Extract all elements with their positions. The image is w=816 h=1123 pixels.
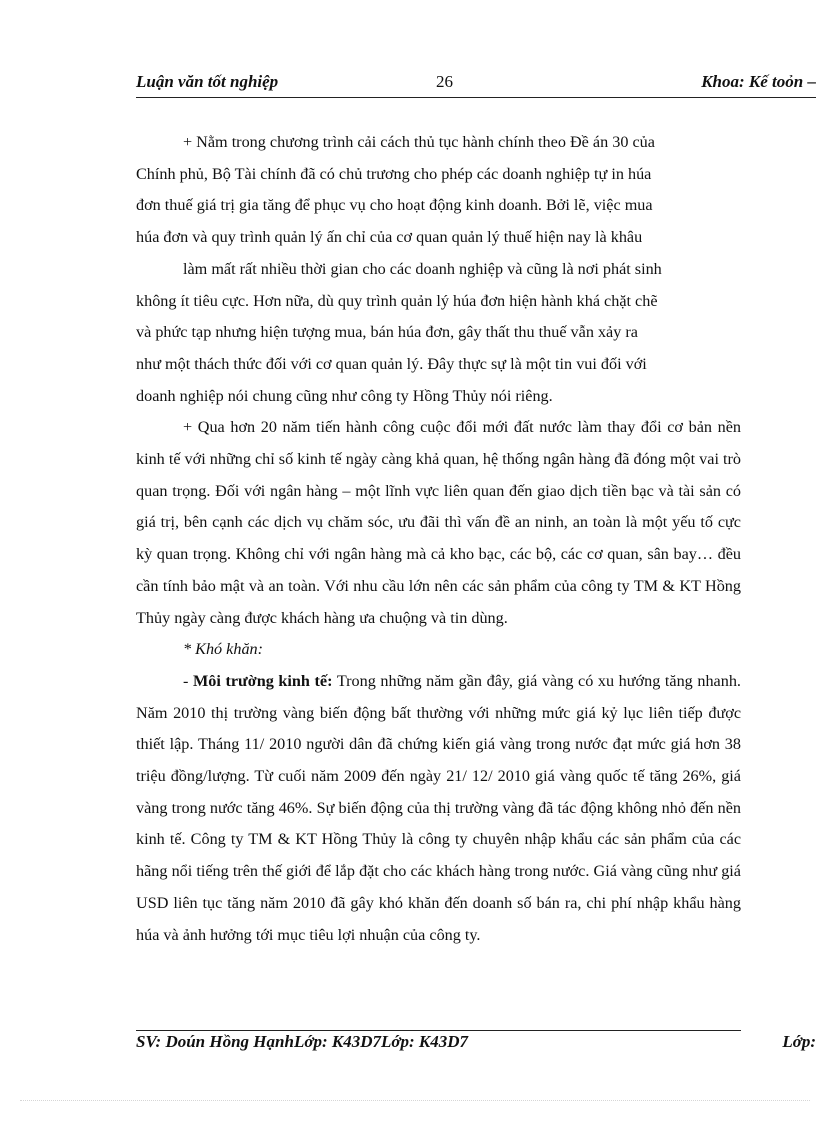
header-thesis-title: Luận văn tốt nghiệp <box>136 72 279 91</box>
paragraph-line: như một thách thức đối với cơ quan quản lý. Đây thực sự là một tin vui đối với <box>136 354 647 373</box>
paragraph-line: làm mất rất nhiều thời gian cho các doanh nghiệp và cũng là nơi phát sinh <box>183 259 662 278</box>
footer-divider <box>136 1030 741 1031</box>
header-faculty: Khoa: Kế toỏn – <box>701 72 816 91</box>
paragraph-line: và phức tạp nhưng hiện tượng mua, bán húa đơn, gây thất thu thuế vẫn xảy ra <box>136 323 638 342</box>
heading-difficulties: * Khó khăn: <box>183 640 264 659</box>
document-body <box>136 127 741 951</box>
paragraph-banking: + Qua hơn 20 năm tiến hành công cuộc đổi mới đất nước làm thay đổi cơ bản nền kinh tế với những chỉ số kinh tế ngày càng khả quan, hệ thống ngân hàng đã đóng một vai trò quan trọng. Đối với ngân hàng – một lĩnh vực liên quan đến giao dịch tiền bạc và tài sản có giá trị, bên cạnh các dịch vụ chăm sóc, ưu đãi thì vấn đề an ninh, an toàn là một yếu tố cực kỳ quan trọng. Không chỉ với ngân hàng mà cả kho bạc, các bộ, các cơ quan, sân bay… đều cần tính bảo mật và an toàn. Với nhu cầu lớn nên các sản phẩm của công ty TM & KT Hồng Thủy ngày càng được khách hàng ưa chuộng và tin dùng. <box>136 418 741 627</box>
footer-class: Lớp: <box>782 1032 816 1051</box>
page-footer <box>136 1032 816 1056</box>
economic-environment-label: Môi trường kinh tế: <box>193 671 333 690</box>
footer-student: SV: Doún Hồng HạnhLớp: K43D7Lớp: K43D7 <box>136 1032 469 1051</box>
paragraph-line: + Nằm trong chương trình cải cách thủ tục hành chính theo Đề án 30 của <box>183 133 655 151</box>
paragraph-line: không ít tiêu cực. Hơn nữa, dù quy trình quản lý húa đơn hiện hành khá chặt chẽ <box>136 291 658 310</box>
paragraph-line: Chính phủ, Bộ Tài chính đã có chủ trương cho phép các doanh nghiệp tự in húa <box>136 164 652 183</box>
page-header <box>136 72 816 98</box>
paragraph-line: doanh nghiệp nói chung cũng như công ty Hồng Thủy nói riêng. <box>136 386 553 405</box>
header-divider <box>136 97 816 98</box>
paragraph-economic-environment: - Môi trường kinh tế: Trong những năm gần đây, giá vàng có xu hướng tăng nhanh. Năm 2010 thị trường vàng biến động bất thường với những mức giá kỷ lục liên tiếp được thiết lập. Tháng 11/ 2010 người dân đã chứng kiến giá vàng trong nước đạt mức giá hơn 38 triệu đồng/lượng. Từ cuối năm 2009 đến ngày 21/ 12/ 2010 giá vàng quốc tế tăng 26%, giá vàng trong nước tăng 46%. Sự biến động của thị trường vàng đã tác động không nhỏ đến nền kinh tế. Công ty TM & KT Hồng Thủy là công ty chuyên nhập khẩu các sản phẩm của các hãng nổi tiếng trên thế giới để lắp đặt cho các khách hàng trong nước. Giá vàng cũng như giá USD liên tục tăng năm 2010 đã gây khó khăn đến doanh số bán ra, chi phí nhập khẩu hàng húa và ảnh hưởng tới mục tiêu lợi nhuận của công ty. <box>136 671 741 944</box>
paragraph-line: đơn thuế giá trị gia tăng để phục vụ cho hoạt động kinh doanh. Bởi lẽ, việc mua <box>136 196 653 215</box>
paragraph-line: húa đơn và quy trình quản lý ấn chỉ của cơ quan quản lý thuế hiện nay là khâu <box>136 228 643 247</box>
economic-environment-text: Trong những năm gần đây, giá vàng có xu hướng tăng nhanh. Năm 2010 thị trường vàng biến động bất thường với những mức giá kỷ lục liên tiếp được thiết lập. Tháng 11/ 2010 người dân đã chứng kiến giá vàng trong nước đạt mức giá hơn 38 triệu đồng/lượng. Từ cuối năm 2009 đến ngày 21/ 12/ 2010 giá vàng quốc tế tăng 26%, giá vàng trong nước tăng 46%. Sự biến động của thị trường vàng đã tác động không nhỏ đến nền kinh tế. Công ty TM & KT Hồng Thủy là công ty chuyên nhập khẩu các sản phẩm của các hãng nổi tiếng trên thế giới để lắp đặt cho các khách hàng trong nước. Giá vàng cũng như giá USD liên tục tăng năm 2010 đã gây khó khăn đến doanh số bán ra, chi phí nhập khẩu hàng húa và ảnh hưởng tới mục tiêu lợi nhuận của công ty. <box>136 671 741 944</box>
page-number: 26 <box>436 72 453 91</box>
page-bottom-border <box>20 1100 810 1101</box>
